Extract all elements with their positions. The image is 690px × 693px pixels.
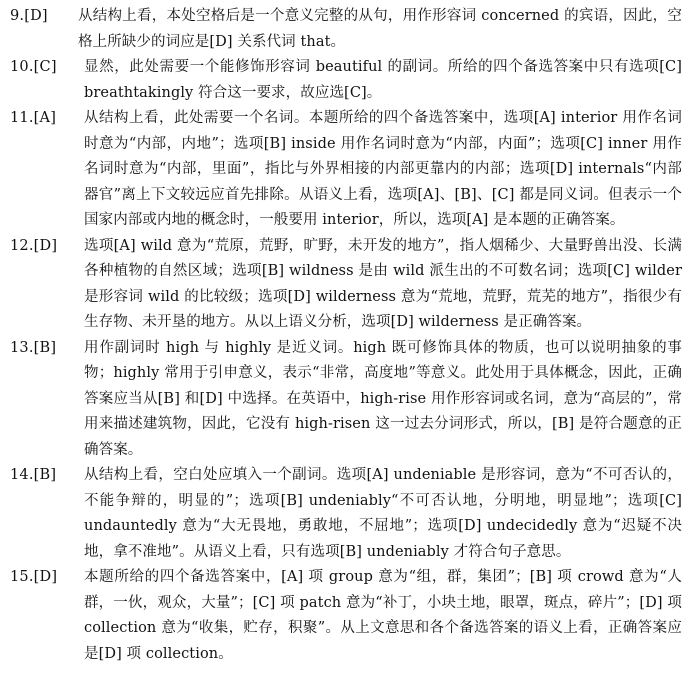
item-number: 14.	[10, 467, 34, 483]
item-answer: [A]	[33, 110, 57, 126]
item-number: 10.	[10, 59, 34, 75]
item-label	[10, 106, 84, 132]
item-label	[10, 234, 84, 260]
item-number: 15.	[10, 569, 34, 585]
item-label	[10, 336, 84, 362]
explanation-item-12	[10, 234, 682, 336]
item-explanation: 本题所给的四个备选答案中，[A] 项 group 意为“组，群，集团”；[B] 项 crowd 意为“人群，一伙，观众，大量”；[C] 项 patch 意为“补丁，小块土地，眼罩，斑点，碎片”；[D] 项 collection 意为“收集，贮存，积聚”。从上文意思和各个备选答案的语义上看，正确答案应是[D] 项 collection。	[84, 569, 682, 662]
item-answer: [D]	[33, 569, 58, 585]
explanation-item-9	[10, 4, 682, 55]
item-label	[10, 565, 84, 591]
explanation-item-11	[10, 106, 682, 234]
item-number: 12.	[10, 237, 34, 254]
explanation-item-14	[10, 463, 682, 565]
item-number: 13.	[10, 339, 34, 356]
explanation-item-10	[10, 55, 682, 106]
item-answer: [D]	[33, 237, 58, 254]
item-explanation: 从结构上看，此处需要一个名词。本题所给的四个备选答案中，选项[A] interior 用作名词时意为“内部，内地”；选项[B] inside 用作名词时意为“内部，内面”；选项[C] inner 用作名词时意为“内部，里面”，指比与外界相接的内部更靠内的内部；选项[D] internals“内部器官”离上下文较远应首先排除。从语义上看，选项[A]、[B]、[C] 都是同义词。但表示一个国家内部或内地的概念时，一般要用 interior，所以，选项[A] 是本题的正确答案。	[84, 110, 682, 228]
item-label	[10, 463, 84, 489]
item-answer: [B]	[33, 467, 57, 483]
item-answer: [B]	[33, 339, 57, 356]
item-answer: [D]	[24, 8, 48, 24]
item-explanation: 显然，此处需要一个能修饰形容词 beautiful 的副词。所给的四个备选答案中只有选项[C] breathtakingly 符合这一要求，故应选[C]。	[84, 59, 682, 101]
item-number: 9.	[10, 8, 25, 24]
explanation-item-15	[10, 565, 682, 667]
explanation-item-13	[10, 336, 682, 464]
item-explanation: 从结构上看，空白处应填入一个副词。选项[A] undeniable 是形容词，意为“不可否认的，不能争辩的，明显的”；选项[B] undeniably“不可否认地，分明地，明显地”；选项[C] undauntedly 意为“大无畏地，勇敢地，不屈地”；选项[D] undecidedly 意为“迟疑不决地，拿不准地”。从语义上看，只有选项[B] undeniably 才符合句子意思。	[84, 467, 682, 560]
item-explanation: 用作副词时 high 与 highly 是近义词。high 既可修饰具体的物质，也可以说明抽象的事物；highly 常用于引申意义，表示“非常，高度地”等意义。此处用于具体概念，因此，正确答案应当从[B] 和[D] 中选择。在英语中，high-rise 用作形容词或名词，意为“高层的”，常用来描述建筑物，因此，它没有 high-risen 这一过去分词形式，所以，[B] 是符合题意的正确答案。	[84, 339, 682, 458]
item-explanation: 选项[A] wild 意为“荒原，荒野，旷野，未开发的地方”，指人烟稀少、大量野兽出没、长满各种植物的自然区域；选项[B] wildness 是由 wild 派生出的不可数名词；选项[C] wilder 是形容词 wild 的比较级；选项[D] wilderness 意为“荒地，荒野，荒芜的地方”，指很少有生存物、未开垦的地方。从以上语义分析，选项[D] wilderness 是正确答案。	[84, 237, 682, 330]
item-label	[10, 55, 84, 81]
item-number: 11.	[10, 110, 34, 126]
item-explanation: 从结构上看，本处空格后是一个意义完整的从句，用作形容词 concerned 的宾语，因此，空格上所缺少的词应是[D] 关系代词 that。	[78, 8, 682, 50]
item-label	[10, 4, 78, 30]
item-answer: [C]	[33, 59, 57, 75]
